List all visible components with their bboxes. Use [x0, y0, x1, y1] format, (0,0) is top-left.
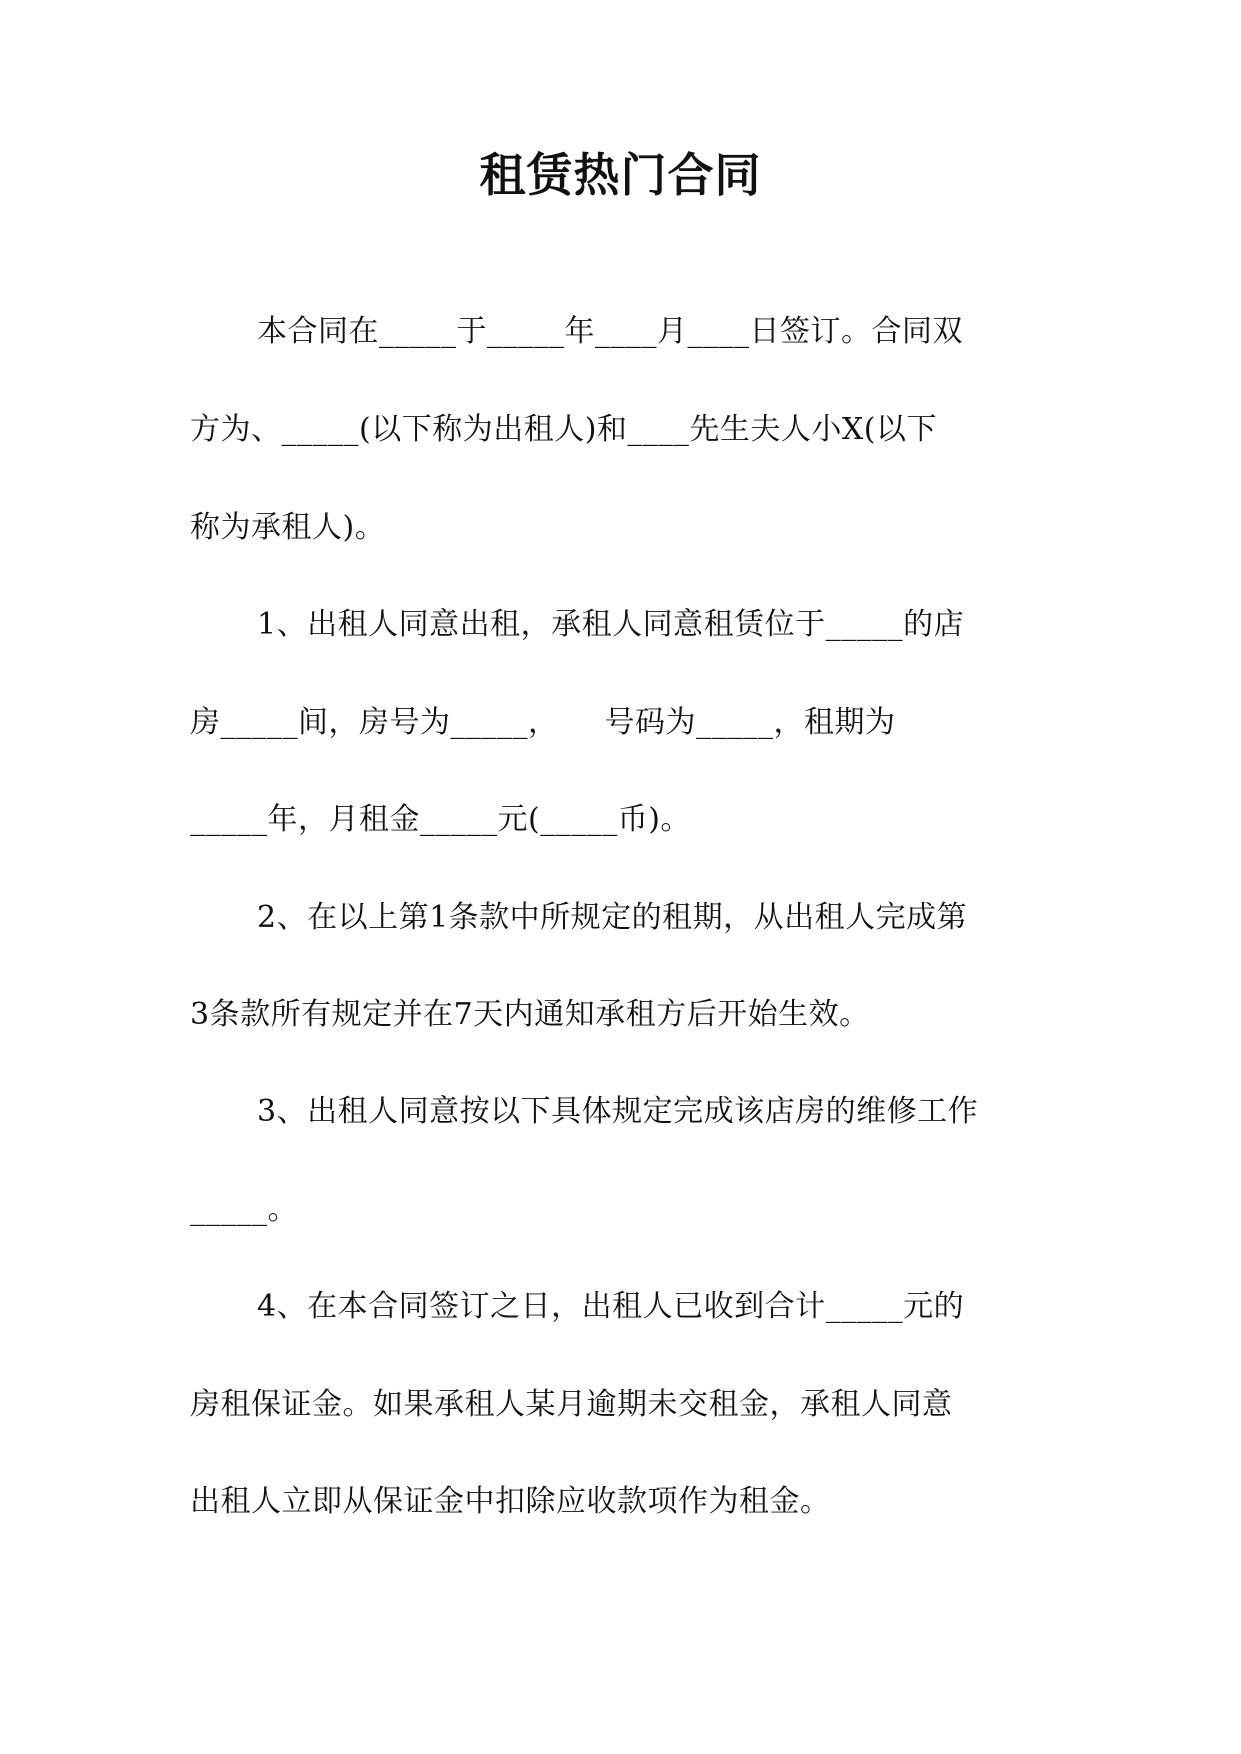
paragraph-line: 方为、_____(以下称为出租人)和____先生夫人小X(以下 [190, 412, 937, 447]
paragraph-line: 3条款所有规定并在7天内通知承租方后开始生效。 [190, 997, 870, 1032]
paragraph-line: 3、出租人同意按以下具体规定完成该店房的维修工作 [257, 1094, 979, 1129]
paragraph-line: 本合同在_____于_____年____月____日签订。合同双 [257, 314, 963, 349]
paragraph-line: 出租人立即从保证金中扣除应收款项作为租金。 [190, 1484, 831, 1519]
paragraph-line: 房租保证金。如果承租人某月逾期未交租金，承租人同意 [190, 1387, 953, 1422]
paragraph-line: 2、在以上第1条款中所规定的租期，从出租人完成第 [257, 900, 968, 935]
paragraph-line: _____年，月租金_____元(_____币)。 [190, 802, 691, 837]
paragraph-line: 房_____间，房号为_____， 号码为_____，租期为 [190, 705, 896, 740]
paragraph-line: 1、出租人同意出租，承租人同意租赁位于_____的店 [257, 607, 965, 642]
document-title: 租赁热门合同 [479, 148, 762, 202]
paragraph-line: 4、在本合同签订之日，出租人已收到合计_____元的 [257, 1289, 965, 1324]
paragraph-line: 称为承租人)。 [190, 510, 386, 545]
paragraph-line: _____。 [190, 1192, 298, 1227]
